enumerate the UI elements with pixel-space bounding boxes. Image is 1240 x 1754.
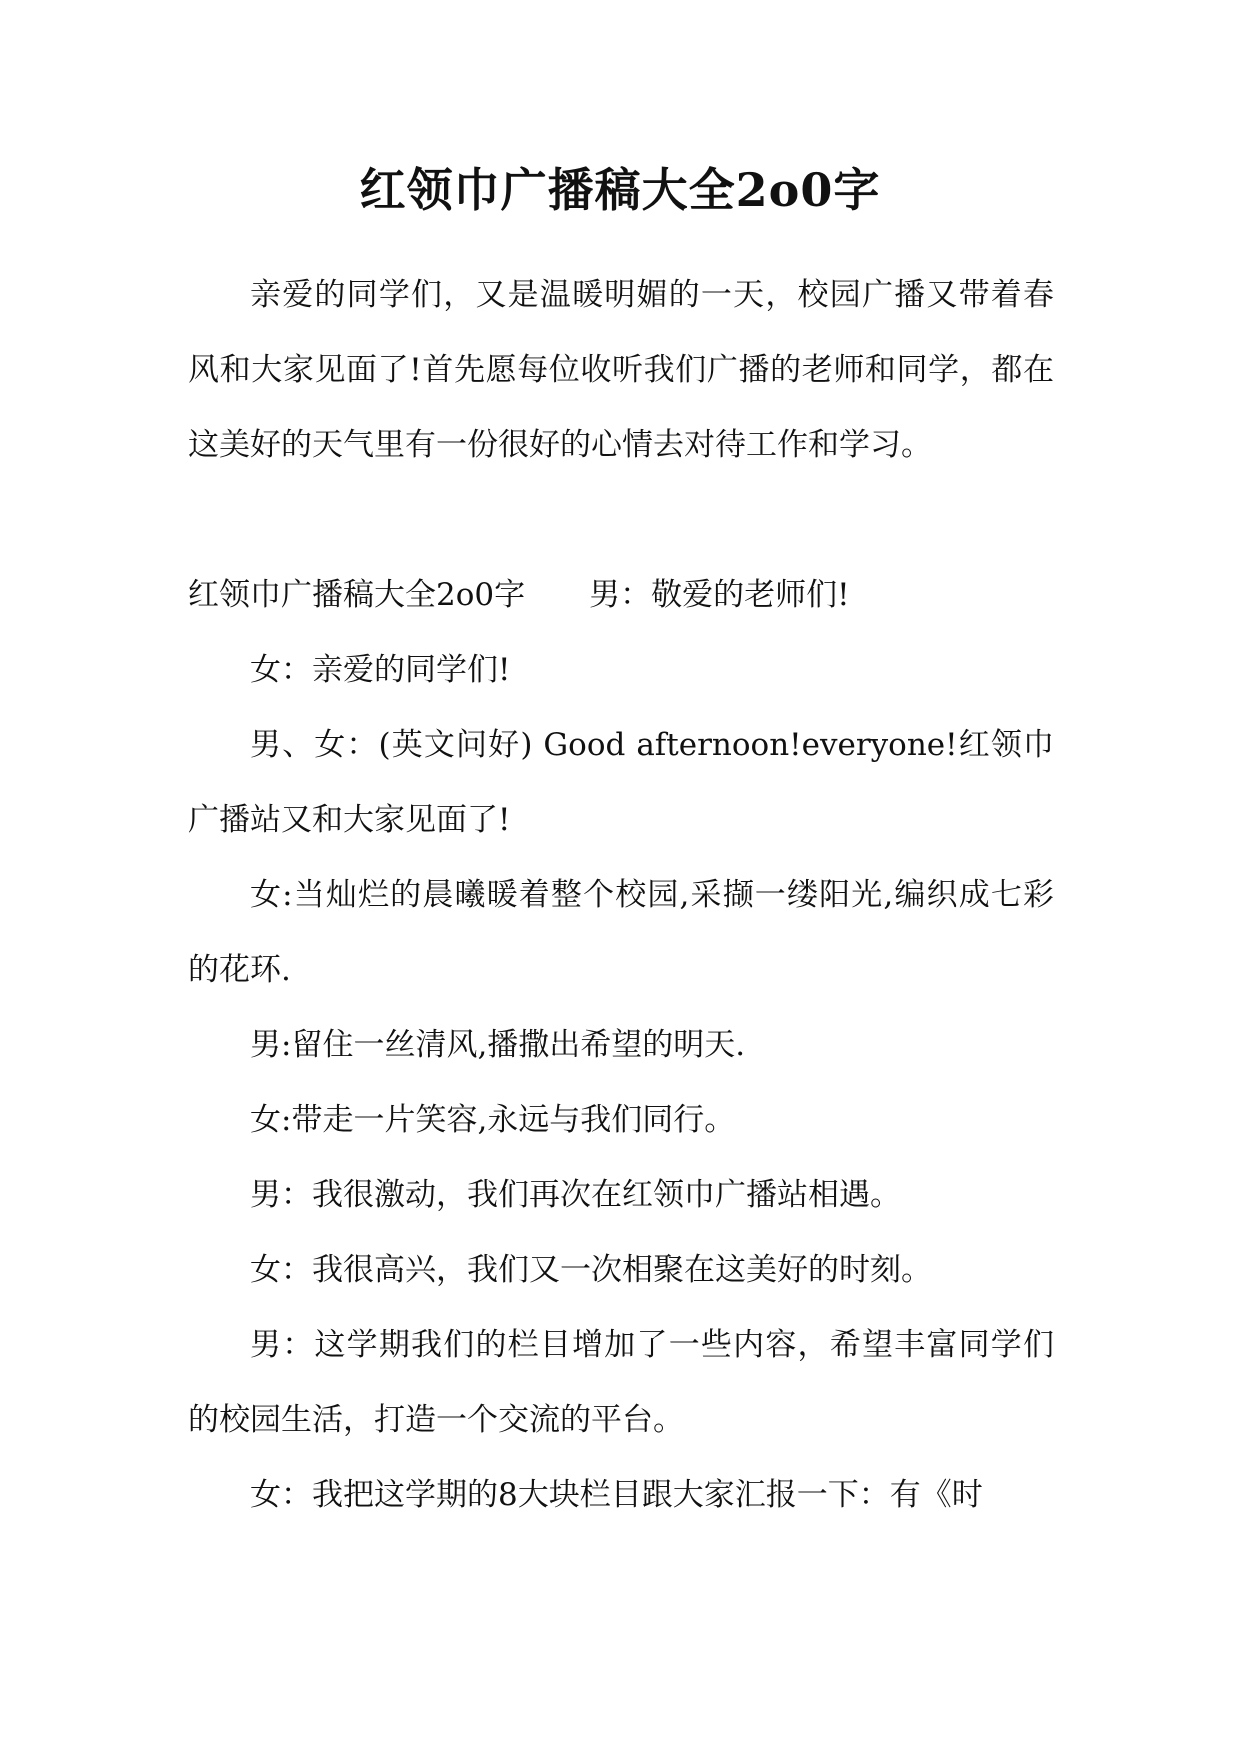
dialogue-line: 女：亲爱的同学们! (250, 652, 511, 688)
dialogue-line: 女：我把这学期的8大块栏目跟大家汇报一下：有《时 (250, 1477, 983, 1513)
dialogue-line-male-greeting: 男：敬爱的老师们! (589, 577, 850, 613)
document-title: 红领巾广播稿大全2o0字 (359, 163, 881, 217)
section-heading: 红领巾广播稿大全2o0字 (188, 577, 526, 613)
dialogue-line: 男:留住一丝清风,播撒出希望的明天. (250, 1027, 746, 1063)
dialogue-line: 女:带走一片笑容,永远与我们同行。 (250, 1102, 736, 1138)
dialogue-line: 男、女：(英文问好) Good afternoon!everyone!红领巾广播站又和大家见面了! (188, 727, 1054, 838)
document-body (188, 258, 1054, 1533)
dialogue-line: 男：这学期我们的栏目增加了一些内容，希望丰富同学们的校园生活，打造一个交流的平台。 (188, 1327, 1054, 1438)
dialogue-line: 女:当灿烂的晨曦暖着整个校园,采撷一缕阳光,编织成七彩的花环. (188, 877, 1054, 988)
dialogue-line: 女：我很高兴，我们又一次相聚在这美好的时刻。 (250, 1252, 932, 1288)
intro-paragraph: 亲爱的同学们，又是温暖明媚的一天，校园广播又带着春风和大家见面了!首先愿每位收听我们广播的老师和同学，都在这美好的天气里有一份很好的心情去对待工作和学习。 (188, 277, 1054, 463)
section-heading-line (188, 558, 1054, 633)
dialogue-line: 男：我很激动，我们再次在红领巾广播站相遇。 (250, 1177, 901, 1213)
